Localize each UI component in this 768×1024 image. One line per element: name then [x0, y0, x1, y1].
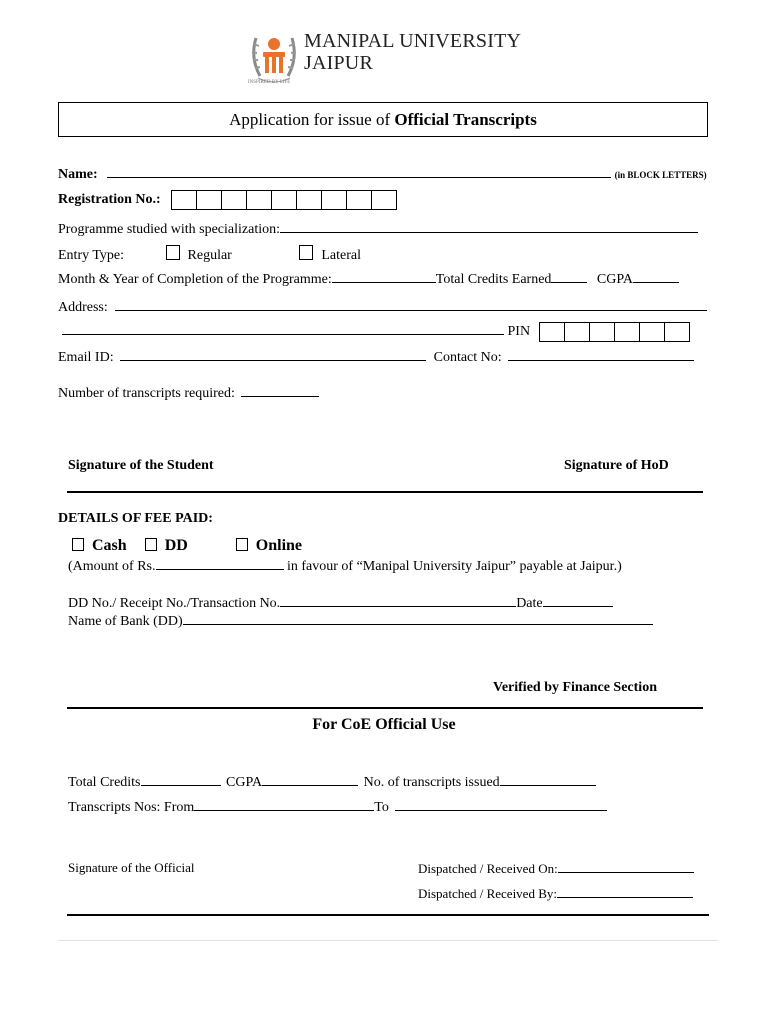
student-signature-label: Signature of the Student — [68, 458, 214, 473]
coe-issued-label: No. of transcripts issued — [363, 775, 500, 790]
dispatched-by-row — [418, 885, 693, 902]
amount-prefix: (Amount of Rs. — [68, 559, 156, 574]
completion-label: Month & Year of Completion of the Programme: — [58, 272, 332, 287]
dd-number-row — [68, 594, 613, 612]
university-name: MANIPAL UNIVERSITY JAIPUR — [304, 30, 522, 74]
regular-option[interactable]: Regular — [166, 248, 232, 263]
section-divider — [67, 491, 703, 493]
dispatched-by-field[interactable] — [557, 885, 693, 898]
entry-type-row — [58, 245, 361, 264]
contact-label: Contact No: — [433, 350, 502, 365]
completion-row — [58, 270, 679, 288]
address-line-2-row — [62, 322, 690, 342]
cash-checkbox[interactable] — [72, 538, 84, 551]
dispatched-on-row — [418, 860, 694, 877]
name-field[interactable] — [107, 165, 611, 178]
programme-field[interactable] — [280, 220, 698, 233]
amount-suffix: in favour of “Manipal University Jaipur” payable at Jaipur.) — [283, 559, 622, 574]
page-edge — [58, 940, 718, 941]
lateral-option[interactable]: Lateral — [299, 248, 361, 263]
university-logo — [246, 28, 526, 90]
online-checkbox[interactable] — [236, 538, 248, 551]
address-label: Address: — [58, 300, 108, 315]
dispatched-on-label: Dispatched / Received On: — [418, 861, 558, 876]
credits-label: Total Credits Earned — [435, 272, 552, 287]
form-title: Application for issue of Official Transcripts — [58, 102, 708, 137]
bank-field[interactable] — [183, 612, 653, 625]
coe-total-credits-field[interactable] — [141, 773, 221, 786]
coe-from-label: Transcripts Nos: From — [68, 800, 195, 815]
name-row — [58, 165, 707, 183]
pin-boxes[interactable] — [540, 322, 690, 342]
block-letters-note: (in BLOCK LETTERS) — [614, 170, 707, 180]
coe-from-field[interactable] — [194, 798, 374, 811]
coe-to-field[interactable] — [395, 798, 607, 811]
date-label: Date — [516, 596, 543, 611]
credits-field[interactable] — [551, 270, 587, 283]
dispatched-by-label: Dispatched / Received By: — [418, 886, 557, 901]
coe-to-label: To — [374, 800, 389, 815]
date-field[interactable] — [543, 594, 613, 607]
completion-field[interactable] — [332, 270, 436, 283]
coe-credits-row — [68, 773, 596, 791]
coe-heading: For CoE Official Use — [312, 716, 456, 733]
hod-signature-label: Signature of HoD — [564, 458, 669, 473]
transcripts-required-field[interactable] — [241, 384, 319, 397]
email-field[interactable] — [120, 348, 426, 361]
cash-option[interactable]: Cash — [72, 537, 127, 554]
fee-mode-row — [72, 537, 302, 555]
name-label: Name: — [58, 167, 98, 182]
email-contact-row — [58, 348, 694, 366]
regular-checkbox[interactable] — [166, 245, 180, 260]
dd-number-label: DD No./ Receipt No./Transaction No. — [68, 596, 281, 611]
official-signature-label: Signature of the Official — [68, 860, 195, 875]
lateral-checkbox[interactable] — [299, 245, 313, 260]
bank-row — [68, 612, 653, 630]
registration-row — [58, 190, 397, 210]
dd-option[interactable]: DD — [145, 537, 188, 554]
email-label: Email ID: — [58, 350, 114, 365]
address-field-line-2[interactable] — [62, 322, 504, 335]
programme-row — [58, 220, 698, 238]
cgpa-label: CGPA — [596, 272, 633, 287]
entry-type-label: Entry Type: — [58, 248, 125, 263]
transcripts-required-row — [58, 384, 319, 402]
university-emblem-icon — [246, 28, 302, 88]
section-divider — [67, 914, 709, 916]
dd-checkbox[interactable] — [145, 538, 157, 551]
dispatched-on-field[interactable] — [558, 860, 694, 873]
coe-issued-field[interactable] — [500, 773, 596, 786]
registration-boxes[interactable] — [172, 190, 397, 210]
fee-heading: DETAILS OF FEE PAID: — [58, 511, 213, 526]
bank-label: Name of Bank (DD) — [68, 614, 183, 629]
coe-cgpa-label: CGPA — [226, 775, 263, 790]
section-divider — [67, 707, 703, 709]
coe-numbers-row — [68, 798, 607, 816]
programme-label: Programme studied with specialization: — [58, 222, 281, 237]
registration-label: Registration No.: — [58, 192, 161, 208]
pin-label: PIN — [507, 324, 531, 340]
verified-finance-label: Verified by Finance Section — [493, 680, 657, 695]
address-row — [58, 298, 707, 316]
transcripts-required-label: Number of transcripts required: — [58, 386, 235, 401]
coe-cgpa-field[interactable] — [262, 773, 358, 786]
cgpa-field[interactable] — [633, 270, 679, 283]
contact-field[interactable] — [508, 348, 694, 361]
address-field-line-1[interactable] — [115, 298, 707, 311]
dd-number-field[interactable] — [280, 594, 516, 607]
amount-row — [68, 557, 622, 575]
coe-total-credits-label: Total Credits — [68, 775, 141, 790]
logo-motto: INSPIRED BY LIFE — [248, 80, 291, 85]
amount-field[interactable] — [156, 557, 284, 570]
online-option[interactable]: Online — [236, 537, 302, 554]
